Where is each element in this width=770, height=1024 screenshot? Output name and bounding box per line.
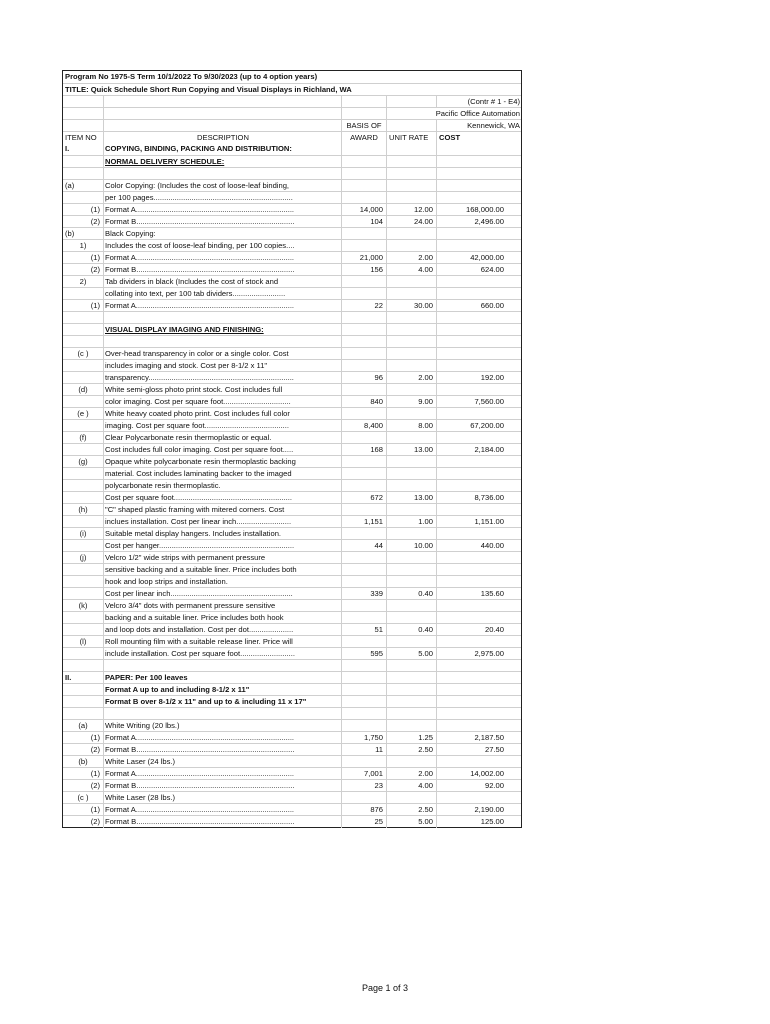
- description-cell: White Laser (24 lbs.): [103, 756, 341, 768]
- description-cell: Format A...........................................................................: [103, 768, 341, 780]
- table-row: [63, 263, 521, 275]
- table-row: [63, 791, 521, 803]
- table-row: [63, 347, 521, 359]
- item-no-cell: (1): [90, 301, 100, 310]
- table-row: [63, 395, 521, 407]
- basis-of-award-cell: 96: [341, 372, 386, 384]
- unit-rate-cell: 4.00: [386, 780, 436, 792]
- table-row: [63, 155, 521, 167]
- item-no-cell: II.: [65, 673, 72, 682]
- item-no-cell: (1): [90, 205, 100, 214]
- table-row: [63, 251, 521, 263]
- table-row: [63, 407, 521, 419]
- description-cell: Format B...........................................................................: [103, 816, 341, 828]
- cost-cell: 92.00: [436, 780, 522, 792]
- table-row: [63, 743, 521, 755]
- item-no-cell: (g): [78, 457, 88, 466]
- unit-rate-cell: 2.50: [386, 804, 436, 816]
- table-row: [63, 671, 521, 683]
- description-cell: material. Cost includes laminating backer to the imaged: [103, 468, 341, 480]
- description-cell: per 100 pages..................................................................: [103, 192, 341, 204]
- item-no-cell: (2): [90, 745, 100, 754]
- unit-rate-cell: 0.40: [386, 588, 436, 600]
- item-no-cell: (a): [78, 721, 88, 730]
- basis-of-award-cell: 14,000: [341, 204, 386, 216]
- table-row: [63, 239, 521, 251]
- cost-cell: 660.00: [436, 300, 522, 312]
- unit-rate-cell: 5.00: [386, 816, 436, 828]
- basis-of-award-cell: 1,151: [341, 516, 386, 528]
- table-row: [63, 467, 521, 479]
- item-no-cell: (2): [90, 217, 100, 226]
- description-cell: includes imaging and stock. Cost per 8-1/2 x 11": [103, 360, 341, 372]
- description-cell: Format B...........................................................................: [103, 216, 341, 228]
- basis-of-award-cell: 23: [341, 780, 386, 792]
- table-row: [63, 527, 521, 539]
- program-row: [63, 71, 521, 83]
- table-row: [63, 419, 521, 431]
- item-no-cell: (1): [90, 769, 100, 778]
- table-row: [63, 767, 521, 779]
- description-cell: Format A up to and including 8-1/2 x 11": [103, 684, 341, 696]
- page-number: Page 1 of 3: [361, 983, 409, 993]
- description-cell: Velcro 3/4" dots with permanent pressure sensitive: [103, 600, 341, 612]
- description-cell: sensitive backing and a suitable liner. Price includes both: [103, 564, 341, 576]
- table-row: [63, 503, 521, 515]
- unit-rate-cell: 2.00: [386, 768, 436, 780]
- table-row: [63, 731, 521, 743]
- table-row: [63, 515, 521, 527]
- unit-rate-cell: 2.00: [386, 372, 436, 384]
- table-row: [63, 659, 521, 671]
- item-no-cell: (1): [90, 733, 100, 742]
- description-cell: COPYING, BINDING, PACKING AND DISTRIBUTION:: [103, 143, 341, 155]
- description-cell: inclues installation. Cost per linear inch..........................: [103, 516, 341, 528]
- cost-cell: 27.50: [436, 744, 522, 756]
- item-no-cell: (e ): [77, 409, 89, 418]
- item-no-header: ITEM NO: [65, 133, 97, 142]
- table-row: [63, 323, 521, 335]
- unit-rate-cell: 4.00: [386, 264, 436, 276]
- table-row: [63, 683, 521, 695]
- description-cell: Cost per hanger................................................................: [103, 540, 341, 552]
- basis-of-award-cell: 25: [341, 816, 386, 828]
- description-cell: White Writing (20 lbs.): [103, 720, 341, 732]
- description-cell: imaging. Cost per square foot........................................: [103, 420, 341, 432]
- unit-rate-cell: 1.00: [386, 516, 436, 528]
- unit-rate-cell: 9.00: [386, 396, 436, 408]
- table-row: [63, 431, 521, 443]
- header-row-1: [63, 95, 521, 107]
- description-cell: Suitable metal display hangers. Includes installation.: [103, 528, 341, 540]
- description-cell: backing and a suitable liner. Price includes both hook: [103, 612, 341, 624]
- cost-cell: 624.00: [436, 264, 522, 276]
- description-header: DESCRIPTION: [103, 132, 341, 144]
- schedule-table: [62, 70, 522, 828]
- cost-cell: 125.00: [436, 816, 522, 828]
- cost-cell: 42,000.00: [436, 252, 522, 264]
- table-row: [63, 215, 521, 227]
- description-cell: Velcro 1/2" wide strips with permanent pressure: [103, 552, 341, 564]
- table-row: [63, 287, 521, 299]
- description-cell: Format A...........................................................................: [103, 732, 341, 744]
- description-cell: Format B...........................................................................: [103, 264, 341, 276]
- table-row: [63, 383, 521, 395]
- table-row: [63, 803, 521, 815]
- unit-rate-cell: 12.00: [386, 204, 436, 216]
- table-row: [63, 815, 521, 827]
- unit-rate-cell: 2.00: [386, 252, 436, 264]
- table-row: [63, 563, 521, 575]
- unit-rate-cell: 2.50: [386, 744, 436, 756]
- table-row: [63, 587, 521, 599]
- table-row: [63, 719, 521, 731]
- item-no-cell: (h): [78, 505, 88, 514]
- description-cell: hook and loop strips and installation.: [103, 576, 341, 588]
- unit-rate-cell: 13.00: [386, 444, 436, 456]
- description-cell: collating into text, per 100 tab dividers.........................: [103, 288, 341, 300]
- table-row: [63, 191, 521, 203]
- table-row: [63, 755, 521, 767]
- basis-of-award-cell: 21,000: [341, 252, 386, 264]
- description-cell: Tab dividers in black (Includes the cost of stock and: [103, 276, 341, 288]
- item-no-cell: (b): [78, 757, 88, 766]
- basis-of-award-cell: 168: [341, 444, 386, 456]
- basis-of-award-cell: 339: [341, 588, 386, 600]
- description-cell: Black Copying:: [103, 228, 341, 240]
- basis-of-award-cell: 595: [341, 648, 386, 660]
- basis-of-award-cell: 876: [341, 804, 386, 816]
- item-no-cell: I.: [65, 144, 70, 153]
- description-cell: Includes the cost of loose-leaf binding, per 100 copies....: [103, 240, 341, 252]
- description-cell: Cost per linear inch..........................................................: [103, 588, 341, 600]
- basis-of-award-cell: 840: [341, 396, 386, 408]
- item-no-cell: (1): [90, 253, 100, 262]
- item-no-cell: (c ): [77, 349, 89, 358]
- unit-rate-cell: 30.00: [386, 300, 436, 312]
- table-row: [63, 611, 521, 623]
- table-row: [63, 371, 521, 383]
- description-cell: "C" shaped plastic framing with mitered corners. Cost: [103, 504, 341, 516]
- item-no-cell: (2): [90, 817, 100, 826]
- table-row: [63, 635, 521, 647]
- description-cell: Roll mounting film with a suitable release liner. Price will: [103, 636, 341, 648]
- description-cell: White Laser (28 lbs.): [103, 792, 341, 804]
- table-row: [63, 575, 521, 587]
- description-cell: transparency.....................................................................: [103, 372, 341, 384]
- title-line: TITLE: Quick Schedule Short Run Copying and Visual Displays in Richland, WA: [65, 85, 352, 94]
- description-cell: White heavy coated photo print. Cost includes full color: [103, 408, 341, 420]
- description-cell: polycarbonate resin thermoplastic.: [103, 480, 341, 492]
- table-row: [63, 779, 521, 791]
- cost-cell: 8,736.00: [436, 492, 522, 504]
- basis-of-award-cell: 104: [341, 216, 386, 228]
- item-no-cell: (1): [90, 805, 100, 814]
- description-cell: Format A...........................................................................: [103, 204, 341, 216]
- basis-of-award-cell: [341, 143, 386, 155]
- line-items: [63, 143, 521, 827]
- table-row: [63, 311, 521, 323]
- table-row: [63, 443, 521, 455]
- basis-of-award-cell: 672: [341, 492, 386, 504]
- program-line: Program No 1975-S Term 10/1/2022 To 9/30/2023 (up to 4 option years): [65, 72, 318, 81]
- description-cell: Color Copying: (Includes the cost of loose-leaf binding,: [103, 180, 341, 192]
- description-cell: Format A...........................................................................: [103, 804, 341, 816]
- item-no-cell: (j): [79, 553, 87, 562]
- table-row: [63, 479, 521, 491]
- contractor-name: Pacific Office Automation: [386, 108, 522, 120]
- table-row: [63, 491, 521, 503]
- unit-rate-cell: 24.00: [386, 216, 436, 228]
- cost-cell: [436, 143, 522, 155]
- table-row: [63, 539, 521, 551]
- item-no-cell: (i): [79, 529, 87, 538]
- table-row: [63, 359, 521, 371]
- cost-cell: 135.60: [436, 588, 522, 600]
- table-row: [63, 299, 521, 311]
- cost-cell: 7,560.00: [436, 396, 522, 408]
- cost-cell: 67,200.00: [436, 420, 522, 432]
- description-cell: Format B...........................................................................: [103, 744, 341, 756]
- cost-cell: 14,002.00: [436, 768, 522, 780]
- cost-header: COST: [436, 132, 522, 144]
- cost-cell: 440.00: [436, 540, 522, 552]
- table-row: [63, 227, 521, 239]
- description-cell: PAPER: Per 100 leaves: [103, 672, 341, 684]
- basis-of-award-cell: 22: [341, 300, 386, 312]
- header-row-2: [63, 107, 521, 119]
- cost-cell: 20.40: [436, 624, 522, 636]
- item-no-cell: (c ): [77, 793, 89, 802]
- description-cell: White semi-gloss photo print stock. Cost includes full: [103, 384, 341, 396]
- cost-cell: 2,187.50: [436, 732, 522, 744]
- title-row: [63, 83, 521, 95]
- table-row: [63, 335, 521, 347]
- description-cell: NORMAL DELIVERY SCHEDULE:: [103, 156, 341, 168]
- item-no-cell: (f): [79, 433, 87, 442]
- item-no-cell: (b): [65, 229, 75, 238]
- table-row: [63, 455, 521, 467]
- basis-of-award-cell: 51: [341, 624, 386, 636]
- basis-of-award-cell: 156: [341, 264, 386, 276]
- table-row: [63, 551, 521, 563]
- contractor-id: (Contr # 1 - E4): [436, 96, 522, 108]
- basis-of-award-cell: 8,400: [341, 420, 386, 432]
- unit-rate-cell: 1.25: [386, 732, 436, 744]
- description-cell: Format B over 8-1/2 x 11" and up to & including 11 x 17": [103, 696, 341, 708]
- item-no-cell: (a): [65, 181, 75, 190]
- table-row: [63, 179, 521, 191]
- description-cell: Format A...........................................................................: [103, 252, 341, 264]
- column-header-row: [63, 131, 521, 143]
- unit-rate-cell: 10.00: [386, 540, 436, 552]
- item-no-cell: (k): [78, 601, 88, 610]
- cost-cell: 2,496.00: [436, 216, 522, 228]
- basis-of-award-cell: 1,750: [341, 732, 386, 744]
- item-no-cell: (2): [90, 781, 100, 790]
- description-cell: Over-head transparency in color or a single color. Cost: [103, 348, 341, 360]
- item-no-cell: (2): [90, 265, 100, 274]
- table-row: [63, 647, 521, 659]
- unit-rate-header: UNIT RATE: [386, 132, 436, 144]
- table-row: [63, 707, 521, 719]
- description-cell: VISUAL DISPLAY IMAGING AND FINISHING:: [103, 324, 341, 336]
- cost-cell: 168,000.00: [436, 204, 522, 216]
- description-cell: Cost includes full color imaging. Cost per square foot.....: [103, 444, 341, 456]
- cost-cell: 1,151.00: [436, 516, 522, 528]
- description-cell: include installation. Cost per square foot..........................: [103, 648, 341, 660]
- table-row: [63, 695, 521, 707]
- unit-rate-cell: 5.00: [386, 648, 436, 660]
- basis-of-award-cell: 11: [341, 744, 386, 756]
- item-no-cell: 1): [79, 241, 87, 250]
- description-cell: Format B...........................................................................: [103, 780, 341, 792]
- basis-of-award-cell: 7,001: [341, 768, 386, 780]
- table-row: [63, 143, 521, 155]
- description-cell: color imaging. Cost per square foot................................: [103, 396, 341, 408]
- unit-rate-cell: 0.40: [386, 624, 436, 636]
- description-cell: Opaque white polycarbonate resin thermoplastic backing: [103, 456, 341, 468]
- table-row: [63, 599, 521, 611]
- description-cell: and loop dots and installation. Cost per dot.....................: [103, 624, 341, 636]
- cost-cell: 2,975.00: [436, 648, 522, 660]
- contractor-city: Kennewick, WA: [436, 120, 522, 132]
- item-no-cell: (d): [78, 385, 88, 394]
- basis-of-award-cell: 44: [341, 540, 386, 552]
- description-cell: Clear Polycarbonate resin thermoplastic or equal.: [103, 432, 341, 444]
- unit-rate-cell: 8.00: [386, 420, 436, 432]
- table-row: [63, 167, 521, 179]
- award-header: AWARD: [341, 132, 386, 144]
- item-no-cell: (l): [79, 637, 87, 646]
- unit-rate-cell: [386, 143, 436, 155]
- cost-cell: 2,184.00: [436, 444, 522, 456]
- basis-of-label: BASIS OF: [341, 120, 386, 132]
- table-row: [63, 275, 521, 287]
- cost-cell: 192.00: [436, 372, 522, 384]
- description-cell: Format A...........................................................................: [103, 300, 341, 312]
- item-no-cell: 2): [79, 277, 87, 286]
- cost-cell: 2,190.00: [436, 804, 522, 816]
- description-cell: Cost per square foot........................................................: [103, 492, 341, 504]
- table-row: [63, 623, 521, 635]
- unit-rate-cell: 13.00: [386, 492, 436, 504]
- header-row-3: [63, 119, 521, 131]
- table-row: [63, 203, 521, 215]
